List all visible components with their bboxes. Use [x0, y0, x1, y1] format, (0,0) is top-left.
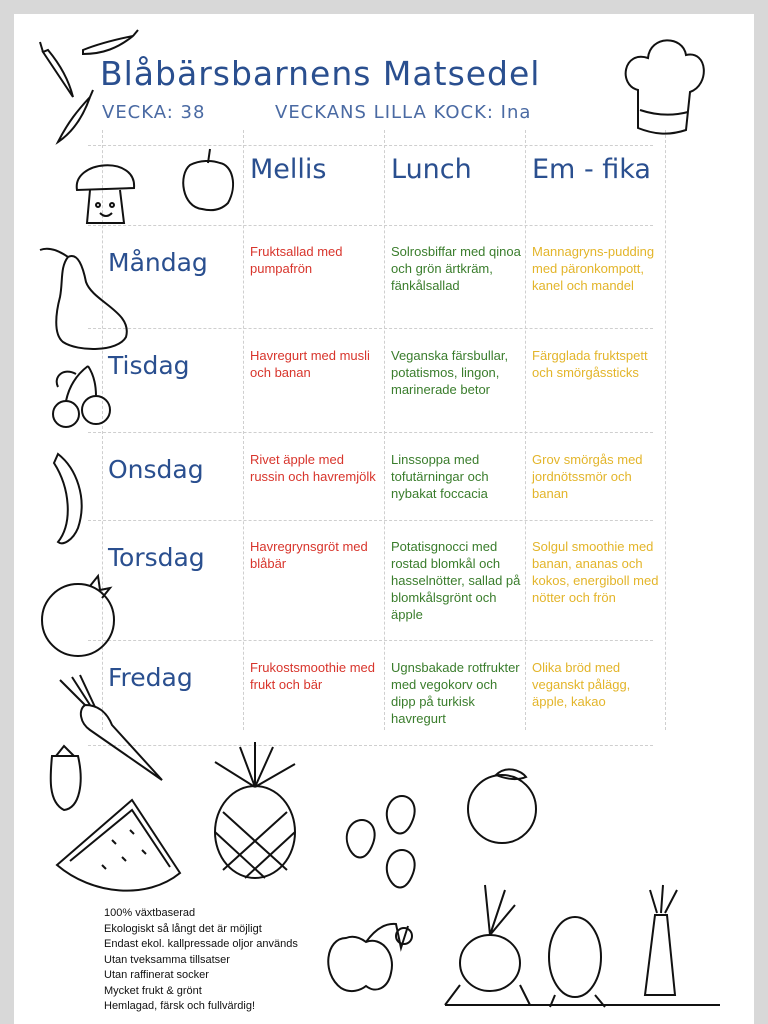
- banana-icon: [48, 448, 103, 548]
- note-item: Ekologiskt så långt det är möjligt: [104, 922, 262, 935]
- cell-wednesday-fika: Grov smörgås med jordnötssmör och banan: [532, 452, 643, 501]
- column-header-fika: Em - fika: [532, 154, 651, 185]
- cell-tuesday-mellis: Havregurt med musli och banan: [250, 348, 370, 380]
- note-item: Utan tveksamma tillsatser: [104, 953, 230, 966]
- cell-friday-fika: Olika bröd med veganskt pålägg, äpple, kakao: [532, 660, 631, 709]
- day-monday: Måndag: [108, 248, 208, 277]
- column-header-lunch: Lunch: [391, 154, 472, 185]
- cell-monday-lunch: Solrosbiffar med qinoa och grön ärtkräm, fänkålsallad: [391, 244, 521, 293]
- day-tuesday: Tisdag: [108, 351, 190, 380]
- cell-tuesday-fika: Färgglada fruktspett och smörgåssticks: [532, 348, 648, 380]
- strawberries-icon: [342, 790, 427, 890]
- cell-thursday-lunch: Potatisgnocci med rostad blomkål och hasselnötter, sallad på blomkålsgrönt och äpple: [391, 539, 521, 622]
- tomato-icon: [38, 572, 120, 662]
- column-header-mellis: Mellis: [250, 154, 327, 185]
- note-item: Utan raffinerat socker: [104, 969, 209, 981]
- apple-worm-icon: [316, 918, 426, 1000]
- day-thursday: Torsdag: [108, 543, 205, 572]
- note-item: Hemlagad, färsk och fullvärdig!: [104, 1000, 256, 1012]
- note-item: Mycket frukt & grönt: [104, 984, 202, 997]
- cell-monday-mellis: Fruktsallad med pumpafrön: [250, 244, 343, 276]
- pear-icon: [38, 242, 136, 350]
- chili-peppers-icon: [38, 22, 138, 152]
- cell-thursday-mellis: Havregrynsgröt med blåbär: [250, 539, 368, 571]
- pineapple-icon: [205, 742, 305, 882]
- cell-friday-lunch: Ugnsbakade rotfrukter med vegokorv och dipp på turkisk havregurt: [391, 660, 520, 726]
- cell-tuesday-lunch: Veganska färsbullar, potatismos, lingon, marinerade betor: [391, 348, 509, 397]
- cell-friday-mellis: Frukostsmoothie med frukt och bär: [250, 660, 375, 692]
- orange-icon: [466, 765, 538, 845]
- chef-hat-icon: [618, 30, 708, 140]
- watermelon-icon: [52, 795, 187, 900]
- cell-monday-fika: Mannagryns-pudding med päronkompott, kanel och mandel: [532, 244, 655, 293]
- menu-grid: [88, 130, 653, 730]
- cell-thursday-fika: Solgul smoothie med banan, ananas och kokos, energiboll med nötter och frön: [532, 539, 659, 605]
- cell-wednesday-mellis: Rivet äpple med russin och havremjölk: [250, 452, 376, 484]
- cell-wednesday-lunch: Linssoppa med tofutärningar och nybakat foccacia: [391, 452, 489, 501]
- cook-label: VECKANS LILLA KOCK: Ina: [275, 102, 532, 123]
- cherries-icon: [48, 362, 118, 430]
- week-label: VECKA: 38: [102, 102, 206, 123]
- note-item: 100% växtbaserad: [104, 907, 196, 919]
- veggie-characters-icon: [445, 845, 720, 1010]
- bell-pepper-icon: [180, 145, 235, 213]
- policy-notes: [104, 906, 298, 1015]
- mushroom-icon: [72, 155, 142, 230]
- page-title: Blåbärsbarnens Matsedel: [100, 54, 541, 93]
- day-friday: Fredag: [108, 663, 193, 692]
- note-item: Endast ekol. kallpressade oljor används: [104, 938, 298, 950]
- day-wednesday: Onsdag: [108, 455, 204, 484]
